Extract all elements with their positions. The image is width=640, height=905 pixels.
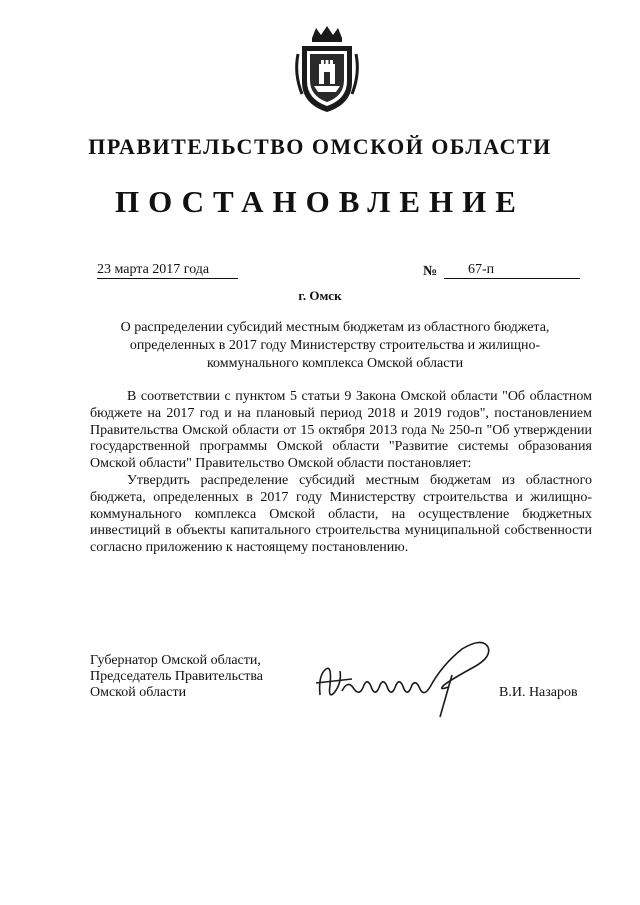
document-type-heading: ПОСТАНОВЛЕНИЕ [115,184,525,219]
signer-name: В.И. Назаров [499,685,578,700]
number-sign: № [423,264,438,279]
signatory-title-line: Омской области [90,685,187,700]
decree-number-field [444,262,580,279]
decree-date: 23 марта 2017 года [97,262,238,279]
decree-subject: О распределении субсидий местным бюджетам из областного бюджета, определенных в 2017 году Министерству строительства и жилищно-коммунального комплекса Омской области [120,320,550,371]
signatory-title-line: Губернатор Омской области, [90,653,261,668]
city-name: г. Омск [298,288,342,303]
government-title: ПРАВИТЕЛЬСТВО ОМСКОЙ ОБЛАСТИ [88,134,552,159]
coat-of-arms-icon [292,24,362,114]
body-paragraph: Утвердить распределение субсидий местным бюджетам из областного бюджета, определенных в 2017 году Министерству строительства и жилищно-коммунального комплекса Омской области, на осуществление бюджетных инвестиций в объекты капитального строительства муниципальной собственности согласно приложению к настоящему постановлению. [90,472,592,556]
signatory-title-line: Председатель Правительства [90,669,263,684]
handwritten-signature-icon [312,635,502,720]
decree-body [90,389,592,557]
decree-number: 67-п [468,262,495,277]
body-paragraph: В соответствии с пунктом 5 статьи 9 Закона Омской области "Об областном бюджете на 2017 год и на плановый период 2018 и 2019 годов", постановлением Правительства Омской области от 15 октября 2013 года № 250-п "Об утверждении государственной программы Омской области "Развитие системы образования Омской области" Правительство Омской области постановляет: [90,389,592,472]
signatory-title [90,653,263,701]
